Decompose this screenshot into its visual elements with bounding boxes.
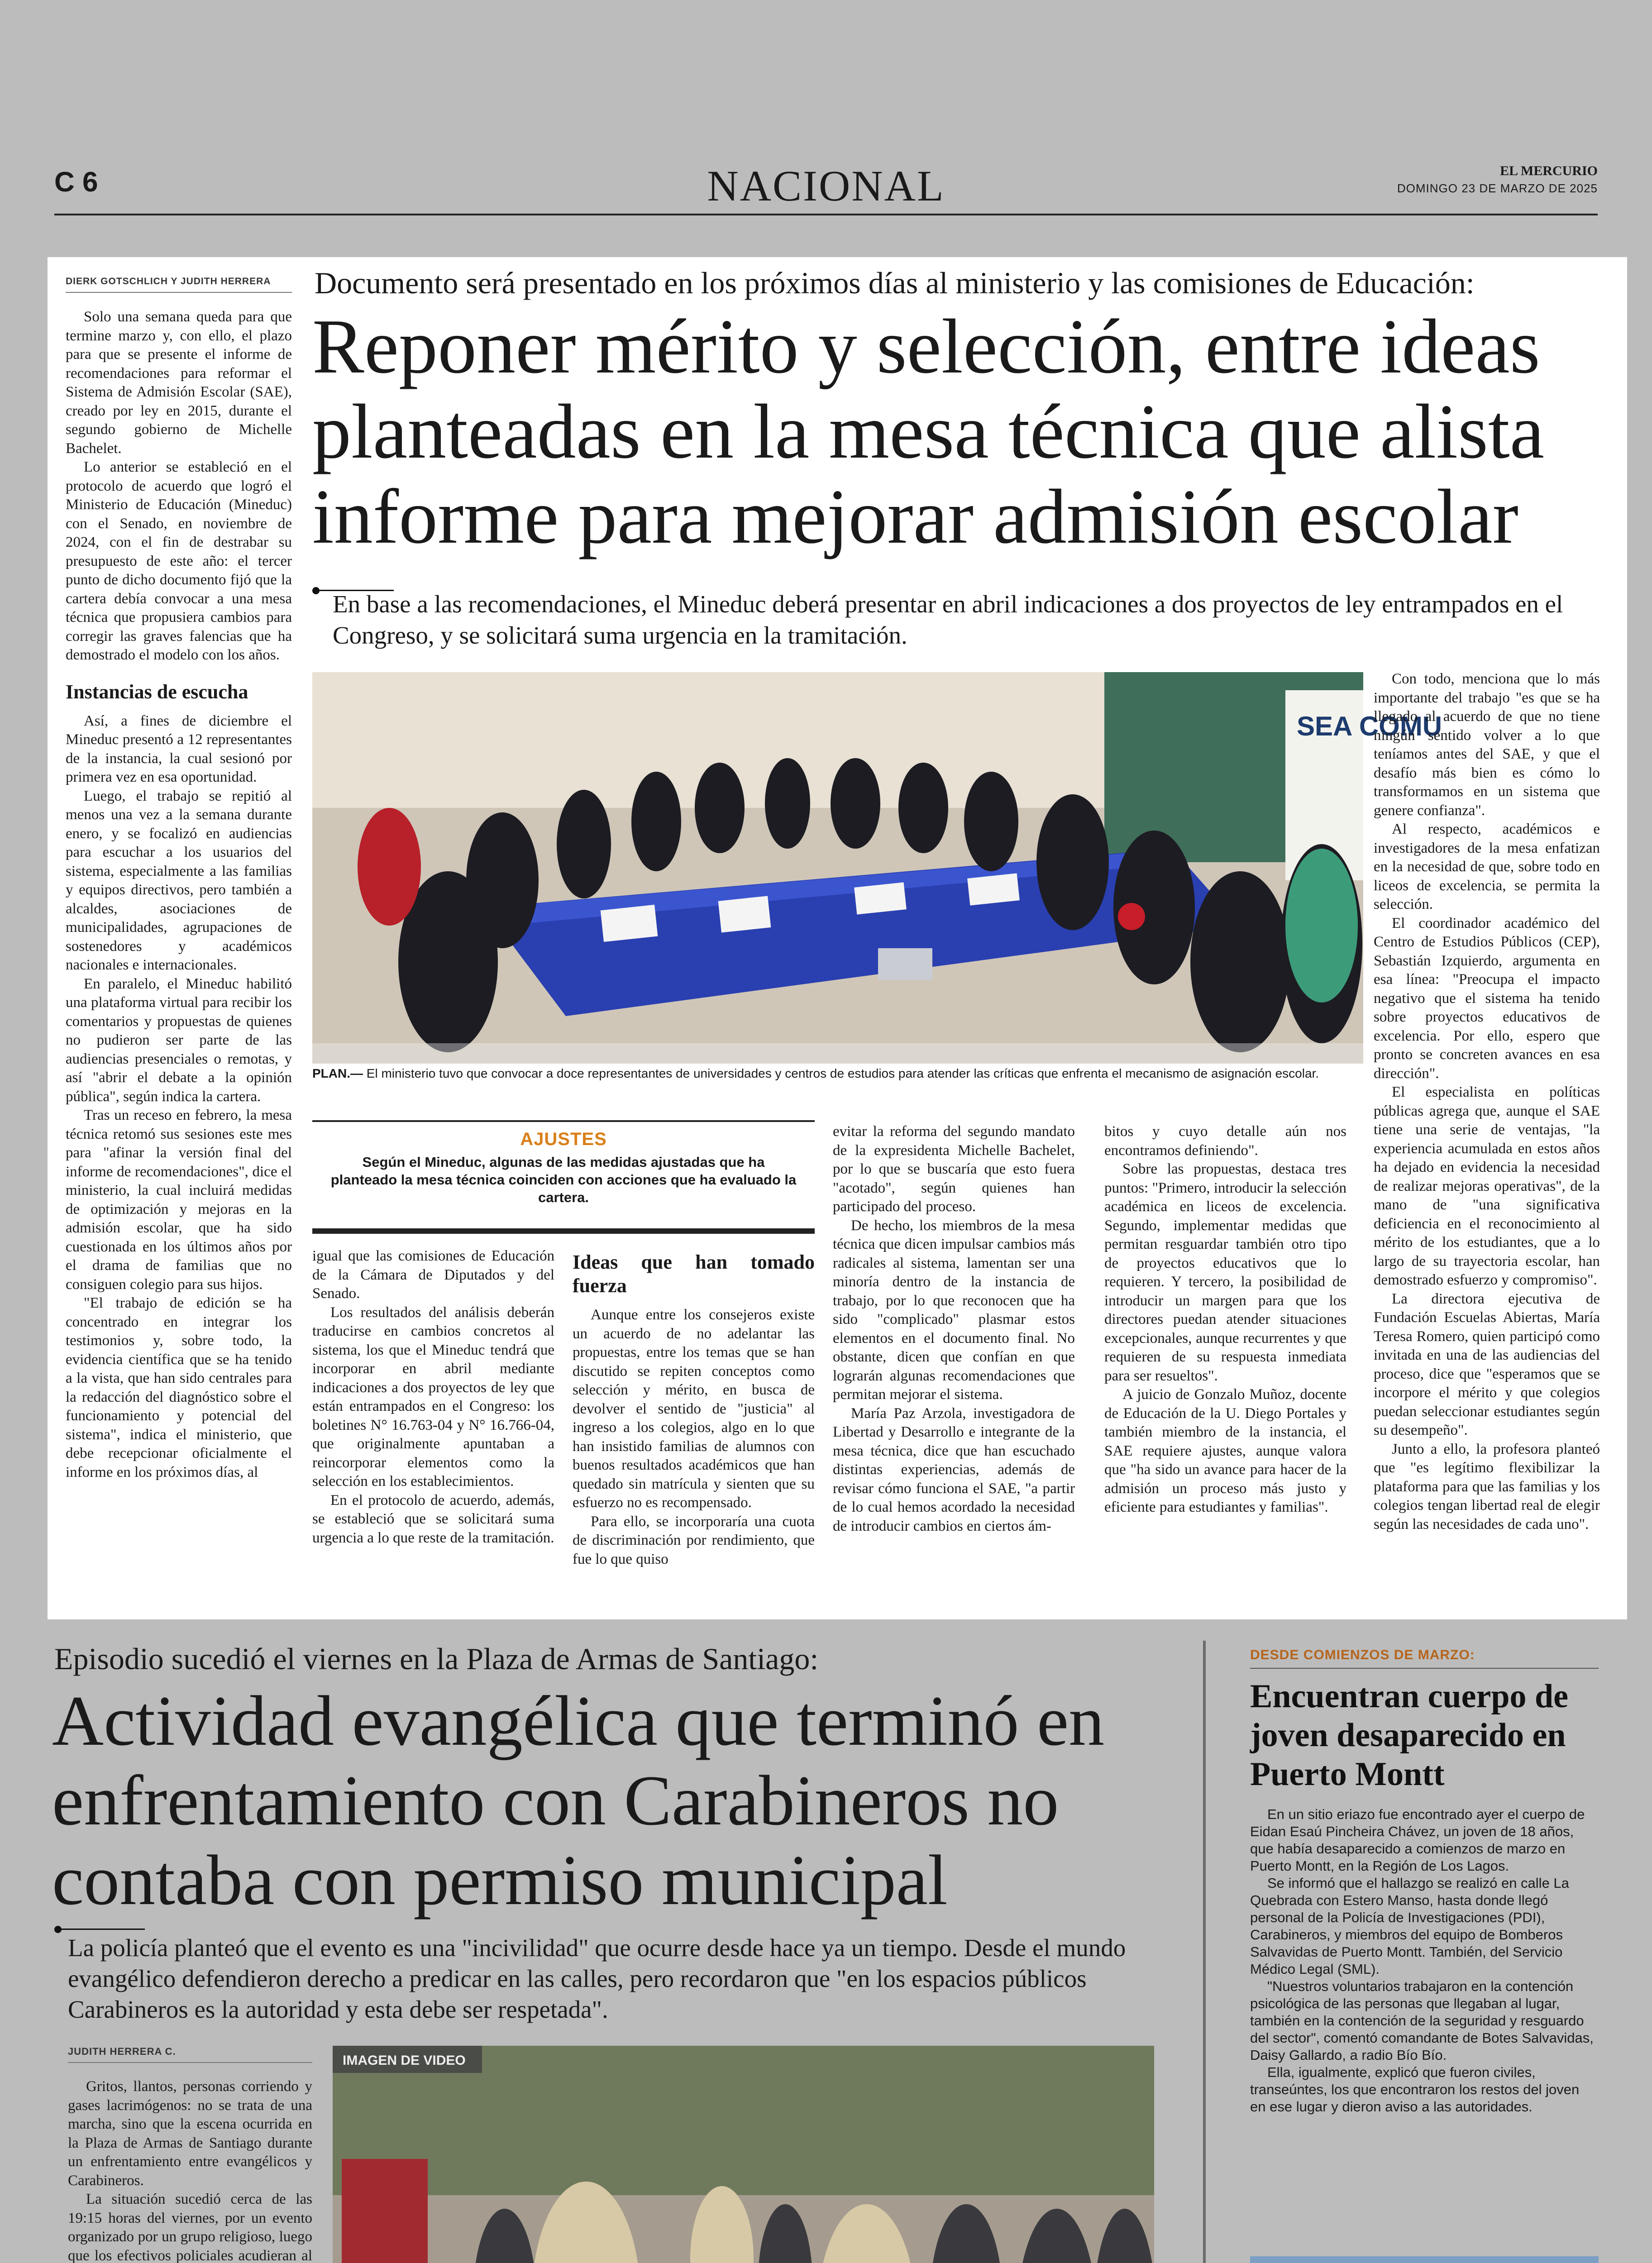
column-divider (1203, 1641, 1206, 2263)
paragraph: "Nuestros voluntarios trabajaron en la contención psicológica de las personas que llegaban al lugar, también en la contención de la seguridad y resguardo del sector", comentó comandante de Botes Salvavidas, Daisy Gallardo, a radio Bío Bío. (1250, 1978, 1594, 2063)
story1-kicker: Documento será presentado en los próximos días al ministerio y las comisiones de Educación: (315, 266, 1475, 300)
paragraph: Para ello, se incorporaría una cuota de discriminación por rendimiento, que fue lo que quiso (573, 1513, 815, 1567)
sign-text: SEA COMU (1297, 711, 1442, 741)
story2-kicker: Episodio sucedió el viernes en la Plaza de Armas de Santiago: (54, 1642, 819, 1676)
paragraph: La directora ejecutiva de Fundación Escuelas Abiertas, María Teresa Romero, quien participó como invitada en una de las audiencias del proceso, dice que "esperamos que se incorpore el mérito y que colegios puedan seleccionar estudiantes según su desempeño". (1374, 1290, 1600, 1438)
paragraph: A juicio de Gonzalo Muñoz, docente de Educación de la U. Diego Portales y también miembro de la instancia, el SAE requiere ajustes, aunque valora que "ha sido un avance para hacer de la admisión un proceso más justo y eficiente para estudiantes y familias". (1104, 1386, 1346, 1515)
paragraph: Se informó que el hallazgo se realizó en calle La Quebrada con Estero Manso, hasta donde llegó personal de la Policía de Investigaciones (PDI), Carabineros, y miembros del equipo de Bomberos Salvavidas de Puerto Montt. También, del Servicio Médico Legal (SML). (1250, 1875, 1569, 1977)
paragraph: En un sitio eriazo fue encontrado ayer el cuerpo de Eidan Esaú Pincheira Chávez, un joven de 18 años, que había desaparecido a comienzos de marzo en Puerto Montt, en la Región de Los Lagos. (1250, 1806, 1585, 1874)
side1-kicker-rule (1250, 1668, 1599, 1669)
side1-kicker: DESDE COMIENZOS DE MARZO: (1250, 1647, 1475, 1662)
story2-headline: Actividad evangélica que terminó en enfrentamiento con Carabineros no contaba con permiso municipal (52, 1681, 1105, 1920)
paragraph: Aunque entre los consejeros existe un acuerdo de no adelantar las propuestas, entre los temas que se han discutido se repiten conceptos como selección y mérito, en busca de devolver el sentido de "justicia" al ingreso a los colegios, algo en lo que han insistido familias de alumnos con buenos resultados académicos que han quedado sin matrícula y sienten que su esfuerzo no es recompensado. (573, 1307, 815, 1511)
paragraph: En paralelo, el Mineduc habilitó una plataforma virtual para recibir los comentarios y propuestas de quienes no pudieron ser parte de las audiencias presenciales o remotas, y así "abrir el debate a la opinión pública", según indica la cartera. (66, 975, 292, 1105)
header-rule (54, 214, 1598, 215)
side1-body (1250, 1806, 1599, 2115)
byline-rule-2 (68, 2062, 312, 2063)
caption-label: PLAN.— (312, 1066, 363, 1080)
ajustes-text: Según el Mineduc, algunas de las medidas ajustadas que ha planteado la mesa técnica coinciden con acciones que ha evaluado la cartera. (330, 1154, 797, 1205)
story1-deck: En base a las recomendaciones, el Mineduc deberá presentar en abril indicaciones a dos proyectos de ley entrampados en el Congreso, y se solicitará suma urgencia en la tramitación. (333, 590, 1563, 649)
paragraph: Sobre las propuestas, destaca tres puntos: "Primero, introducir la selección académica en liceos de excelencia. Segundo, implementar medidas que permitan resguardar también otro tipo de proyectos educativos que lo requieren. Y tercero, la posibilidad de introducir un margen para que los directores puedan atender situaciones excepcionales, aunque recurrentes y que requieren de su respuesta inmediata para ser resueltos". (1104, 1161, 1346, 1384)
story1-photo (312, 672, 1442, 1064)
paragraph: En el protocolo de acuerdo, además, se estableció que se solicitará suma urgencia a lo que reste de la tramitación. (312, 1492, 554, 1546)
story1-col5 (1104, 1122, 1346, 1517)
paragraph: bitos y cuyo detalle aún nos encontramos definiendo". (1104, 1123, 1346, 1159)
paragraph: Ella, igualmente, explicó que fueron civiles, transeúntes, los que encontraron los restos del joven en ese lugar y dieron aviso a las autoridades. (1250, 2064, 1580, 2115)
side1-headline: Encuentran cuerpo de joven desaparecido en Puerto Montt (1250, 1678, 1568, 1793)
paragraph: Así, a fines de diciembre el Mineduc presentó a 12 representantes de la instancia, la cual sesionó por primera vez en esa oportunidad. (66, 712, 292, 785)
byline-rule (66, 292, 292, 293)
story1-col6 (1374, 670, 1600, 1534)
paragraph: La situación sucedió cerca de las 19:15 horas del viernes, por un evento organizado por un grupo religioso, luego que los efectivos policiales acudieran al (68, 2191, 312, 2263)
video-still (333, 2046, 1154, 2263)
story1-subhead-1: Instancias de escucha (66, 680, 248, 703)
paragraph: igual que las comisiones de Educación de la Cámara de Diputados y del Senado. (312, 1248, 554, 1302)
paragraph: Lo anterior se estableció en el protocolo de acuerdo que logró el Ministerio de Educación (Mineduc) con el Senado, en noviembre de 2024, con el fin de destrabar su presupuesto de este año: el tercer punto de dicho documento fijó que la cartera debía convocar a una mesa técnica que propusiera cambios para corregir las graves falencias que ha demostrado el modelo con los años. (66, 459, 292, 663)
caption-text: El ministerio tuvo que convocar a doce representantes de universidades y centros de estudios para atender las críticas que enfrenta el mecanismo de asignación escolar. (366, 1066, 1319, 1080)
paragraph: Los resultados del análisis deberán traducirse en cambios concretos al sistema, los que el Mineduc tendrá que incorporar en abril mediante indicaciones a dos proyectos de ley que están entrampados en el Congreso: los boletines N° 16.763-04 y N° 16.766-04, que originalmente apuntaban a reincorporar elementos como la selección en los establecimientos. (312, 1304, 554, 1490)
ajustes-title: AJUSTES (520, 1129, 607, 1149)
paragraph: El especialista en políticas públicas agrega que, aunque el SAE tiene una serie de ventajas, "la experiencia acumulada en estos años ha dejado en evidencia la necesidad de realizar mejoras operativas", de la mano de "una significativa deficiencia en el reconocimiento al mérito de los estudiantes, que a lo largo de su trayectoria escolar, han demostrado esfuerzo y compromiso". (1374, 1084, 1600, 1288)
paragraph: María Paz Arzola, investigadora de Libertad y Desarrollo e integrante de la mesa técnica, dice que han escuchado distintas experiencias, además de revisar cómo funciona el SAE, "a partir de lo cual hemos acordado la necesidad de introducir cambios en ciertos ám- (833, 1405, 1075, 1534)
story1-col2 (312, 1247, 554, 1547)
paragraph: Luego, el trabajo se repitió al menos una vez a la semana durante enero, y se focalizó en audiencias para escuchar a los usuarios del sistema, especialmente a las familias y equipos directivos, pero también a alcaldes, asociaciones de municipalidades, agrupaciones de sostenedores y académicos nacionales e internacionales. (66, 788, 292, 973)
paragraph: Con todo, menciona que lo más importante del trabajo "es que se ha llegado al acuerdo de que no tiene ningún sentido volver a lo que teníamos antes del SAE, y que el desafío más bien es cómo lo transformamos en un sistema que genere confianza". (1374, 671, 1600, 819)
deck-rule-2 (59, 1929, 145, 1930)
story1-col4 (833, 1122, 1075, 1536)
photo-label: IMAGEN DE VIDEO (343, 2053, 466, 2068)
story1-headline: Reponer mérito y selección, entre ideas planteadas en la mesa técnica que alista informe para mejorar admisión escolar (312, 304, 1545, 560)
paragraph: Junto a ello, la profesora planteó que "es legítimo flexibilizar la plataforma para que las familias y los colegios tengan libertad real de elegir según las necesidades de cada uno". (1374, 1441, 1600, 1533)
story2-byline: JUDITH HERRERA C. (68, 2046, 176, 2057)
paragraph: El coordinador académico del Centro de Estudios Públicos (CEP), Sebastián Izquierdo, argumenta en esa línea: "Preocupa el impacto negativo que el sistema ha tenido sobre proyectos educativos de excelencia. Por ello, espero que pronto se concreten avances en esa dirección". (1374, 915, 1600, 1082)
glacier-photo (1250, 2256, 1599, 2263)
paragraph: De hecho, los miembros de la mesa técnica que dicen impulsar cambios más radicales al sistema, lamentan ser una minoría dentro de la instancia de trabajo, por lo que reconocen que ha sido "complicado" plasmar estos elementos en el documento final. No obstante, dicen que confían en que lograrán algunas recomendaciones que permitan mejorar el sistema. (833, 1217, 1075, 1403)
paragraph: evitar la reforma del segundo mandato de la expresidenta Michelle Bachelet, por lo que se buscaría que esto fuera "acotado", según quienes han participado del proceso. (833, 1123, 1075, 1215)
story2-photo (333, 2046, 1154, 2263)
story1-col3 (573, 1247, 815, 1569)
story1-col1 (66, 308, 292, 1482)
side2-photo (1250, 2256, 1599, 2263)
story1-byline: DIERK GOTSCHLICH Y JUDITH HERRERA (66, 276, 271, 286)
paragraph: Gritos, llantos, personas corriendo y gases lacrimógenos: no se trata de una marcha, sino que la escena ocurrida en la Plaza de Armas de Santiago durante un enfrentamiento entre evangélicos y Carabineros. (68, 2078, 312, 2189)
ajustes-box (312, 1120, 815, 1234)
paragraph: "El trabajo de edición se ha concentrado en integrar los testimonios y, sobre todo, la evidencia científica que se ha tenido a la vista, que han sido centrales para la redacción del diagnóstico sobre el funcionamiento y potencial del sistema", indica el ministerio, que debe recepcionar oficialmente el informe en los próximos días, al (66, 1295, 292, 1480)
page-header (54, 161, 1598, 213)
story1-photo-caption (312, 1066, 1363, 1081)
meeting-photo (312, 672, 1442, 1064)
page-number: C 6 (54, 167, 98, 198)
issue-date: DOMINGO 23 DE MARZO DE 2025 (1397, 181, 1598, 195)
story2-deck: La policía planteó que el evento es una "incivilidad" que ocurre desde hace ya un tiempo. Desde el mundo evangélico defendieron derecho a predicar en las calles, pero recordaron que "en los espacios públicos Carabineros es la autoridad y esta debe ser respetada". (68, 1934, 1126, 2023)
paragraph: Solo una semana queda para que termine marzo y, con ello, el plazo para que se presente el informe de recomendaciones para reformar el Sistema de Admisión Escolar (SAE), creado por ley en 2015, durante el segundo gobierno de Michelle Bachelet. (66, 309, 292, 457)
paper-name: EL MERCURIO (1500, 163, 1598, 178)
story1-subhead-2: Ideas que han tomado fuerza (573, 1251, 815, 1297)
story2-col1 (68, 2077, 312, 2263)
section-title: NACIONAL (707, 162, 945, 210)
paragraph: Tras un receso en febrero, la mesa técnica retomó sus sesiones este mes para "afinar la versión final del informe de recomendaciones", dice el ministerio, la cual incluirá medidas de optimización y mejoras en la admisión escolar, que ha sido cuestionada en los últimos años por el drama de familias que no consiguen colegio para sus hijos. (66, 1107, 292, 1293)
paragraph: Al respecto, académicos e investigadores de la mesa enfatizan en la necesidad de que, sobre todo en liceos de excelencia, se permita la selección. (1374, 821, 1600, 912)
